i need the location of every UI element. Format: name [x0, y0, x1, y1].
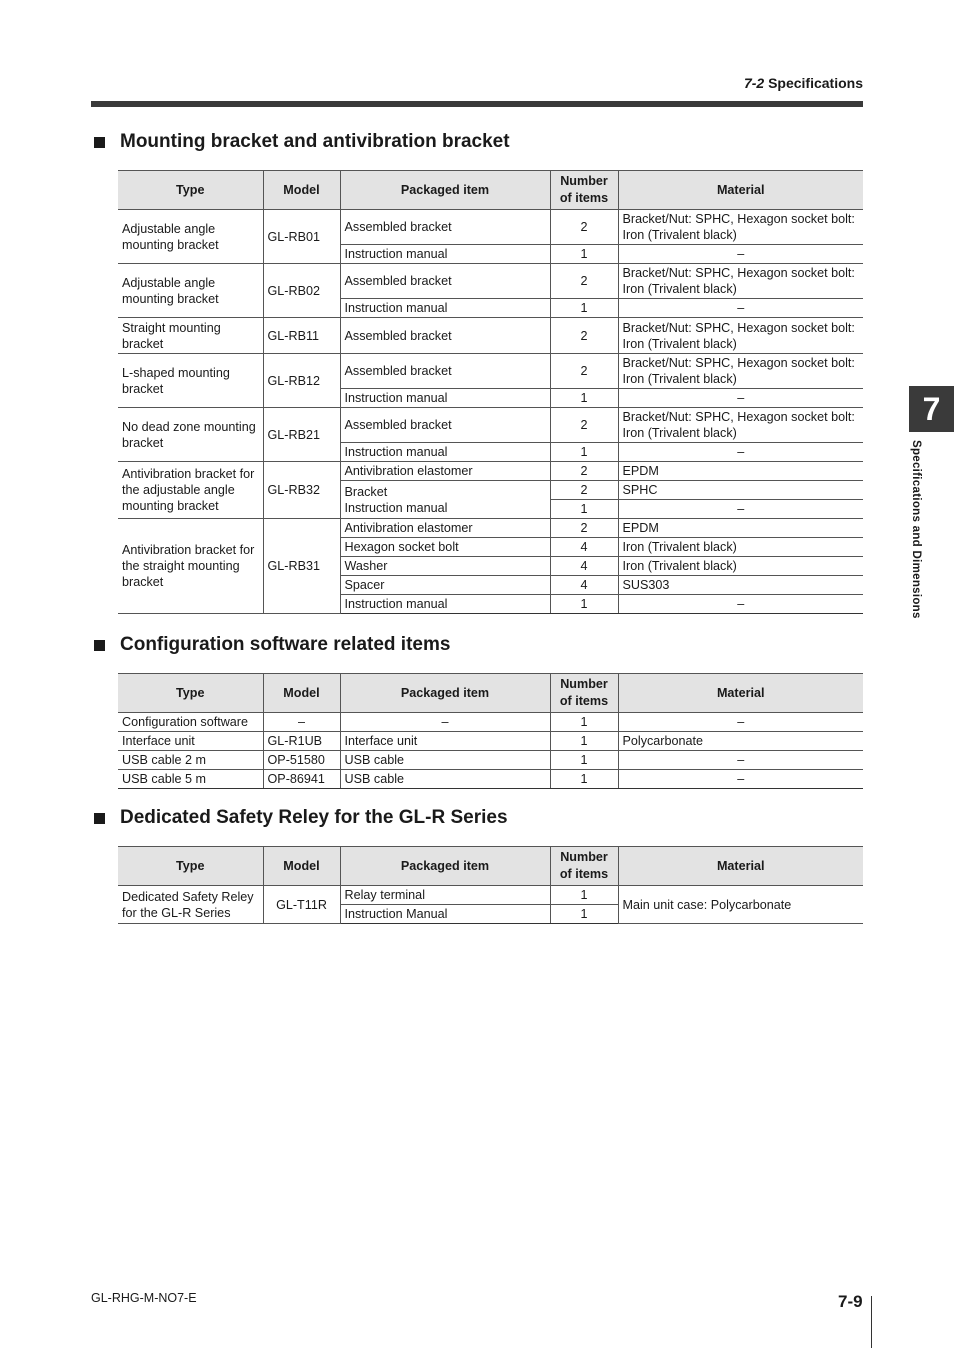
packaged-item-cell: Assembled bracket	[340, 408, 550, 443]
bullet-square-icon	[94, 640, 105, 651]
material-cell: –	[618, 245, 863, 264]
safety-relay-table	[118, 846, 863, 924]
number-cell: 2	[550, 318, 618, 354]
packaged-item-cell: Instruction manual	[340, 299, 550, 318]
model-cell: GL-T11R	[263, 886, 340, 924]
packaged-item-cell: Antivibration elastomer	[340, 519, 550, 538]
chapter-side-label: Specifications and Dimensions	[910, 440, 922, 619]
packaged-item-cell: Antivibration elastomer	[340, 462, 550, 481]
number-cell: 2	[550, 462, 618, 481]
table-row	[118, 713, 863, 732]
number-cell: 2	[550, 354, 618, 389]
material-cell: –	[618, 713, 863, 732]
type-cell: Adjustable angle mounting bracket	[118, 210, 263, 264]
section-title-mounting-bracket	[91, 131, 510, 153]
model-cell: GL-RB02	[263, 264, 340, 318]
packaged-item-cell: Assembled bracket	[340, 318, 550, 354]
material-cell: Polycarbonate	[618, 732, 863, 751]
model-cell: GL-RB01	[263, 210, 340, 264]
packaged-item-cell: Instruction manual	[340, 389, 550, 408]
configuration-software-table	[118, 673, 863, 789]
packaged-item-cell: Interface unit	[340, 732, 550, 751]
model-cell: GL-RB12	[263, 354, 340, 408]
material-cell: –	[618, 770, 863, 789]
material-cell: –	[618, 299, 863, 318]
material-cell: SUS303	[618, 576, 863, 595]
col-packaged-item: Packaged item	[340, 171, 550, 210]
type-cell: Antivibration bracket for the straight mounting bracket	[118, 519, 263, 614]
model-cell: GL-RB31	[263, 519, 340, 614]
model-cell: GL-RB21	[263, 408, 340, 462]
material-cell: Iron (Trivalent black)	[618, 557, 863, 576]
col-number-of-items: Number of items	[550, 674, 618, 713]
packaged-item-cell: Instruction manual	[340, 443, 550, 462]
number-cell: 4	[550, 557, 618, 576]
number-cell: 2	[550, 210, 618, 245]
type-cell: L-shaped mounting bracket	[118, 354, 263, 408]
material-cell: –	[618, 595, 863, 614]
type-cell: USB cable 2 m	[118, 751, 263, 770]
col-number-of-items: Number of items	[550, 847, 618, 886]
table-row	[118, 732, 863, 751]
number-cell: 2	[550, 264, 618, 299]
material-cell: Main unit case: Polycarbonate	[618, 886, 863, 924]
material-cell: –	[618, 500, 863, 519]
material-cell: SPHC	[618, 481, 863, 500]
number-cell: 1	[550, 443, 618, 462]
col-number-of-items: Number of items	[550, 171, 618, 210]
type-cell: Interface unit	[118, 732, 263, 751]
type-cell: Adjustable angle mounting bracket	[118, 264, 263, 318]
footer-rule	[871, 1296, 872, 1348]
type-cell: Straight mounting bracket	[118, 318, 263, 354]
number-cell: 1	[550, 770, 618, 789]
type-cell: No dead zone mounting bracket	[118, 408, 263, 462]
packaged-item-cell: Bracket Instruction manual	[340, 481, 550, 519]
packaged-item-cell: –	[340, 713, 550, 732]
section-title-safety-relay	[91, 807, 508, 829]
material-cell: Bracket/Nut: SPHC, Hexagon socket bolt: Iron (Trivalent black)	[618, 210, 863, 245]
running-header	[744, 75, 863, 91]
table-row	[118, 519, 863, 538]
document-code: GL-RHG-M-NO7-E	[91, 1291, 197, 1305]
packaged-item-cell: Assembled bracket	[340, 354, 550, 389]
number-cell: 1	[550, 245, 618, 264]
number-cell: 4	[550, 538, 618, 557]
header-section-title: Specifications	[764, 75, 863, 91]
table-row	[118, 210, 863, 245]
table-row	[118, 408, 863, 443]
col-material: Material	[618, 847, 863, 886]
material-cell: Iron (Trivalent black)	[618, 538, 863, 557]
packaged-item-cell: Assembled bracket	[340, 264, 550, 299]
table-header-row	[118, 674, 863, 713]
number-cell: 1	[550, 595, 618, 614]
section-title-text: Mounting bracket and antivibration bracket	[120, 131, 510, 152]
table-row	[118, 318, 863, 354]
model-cell: GL-R1UB	[263, 732, 340, 751]
material-cell: –	[618, 751, 863, 770]
table-row	[118, 886, 863, 905]
packaged-item-cell: Instruction Manual	[340, 905, 550, 924]
number-cell: 1	[550, 732, 618, 751]
packaged-item-cell: USB cable	[340, 770, 550, 789]
header-rule	[91, 101, 863, 107]
material-cell: Bracket/Nut: SPHC, Hexagon socket bolt: Iron (Trivalent black)	[618, 264, 863, 299]
packaged-item-cell: Assembled bracket	[340, 210, 550, 245]
chapter-number: 7	[922, 390, 941, 427]
packaged-item-cell: Instruction manual	[340, 595, 550, 614]
material-cell: EPDM	[618, 519, 863, 538]
packaged-item-cell: Relay terminal	[340, 886, 550, 905]
packaged-item-cell: Instruction manual	[340, 245, 550, 264]
material-cell: Bracket/Nut: SPHC, Hexagon socket bolt: Iron (Trivalent black)	[618, 318, 863, 354]
type-cell: Antivibration bracket for the adjustable angle mounting bracket	[118, 462, 263, 519]
col-type: Type	[118, 847, 263, 886]
type-cell: Dedicated Safety Reley for the GL-R Series	[118, 886, 263, 924]
material-cell: –	[618, 389, 863, 408]
col-model: Model	[263, 674, 340, 713]
material-cell: –	[618, 443, 863, 462]
page-number: 7-9	[838, 1292, 863, 1311]
number-cell: 1	[550, 389, 618, 408]
number-cell: 1	[550, 905, 618, 924]
material-cell: EPDM	[618, 462, 863, 481]
material-cell: Bracket/Nut: SPHC, Hexagon socket bolt: Iron (Trivalent black)	[618, 408, 863, 443]
table-row	[118, 354, 863, 389]
table-row	[118, 264, 863, 299]
col-packaged-item: Packaged item	[340, 674, 550, 713]
col-material: Material	[618, 171, 863, 210]
number-cell: 4	[550, 576, 618, 595]
table-row	[118, 462, 863, 481]
number-cell: 1	[550, 299, 618, 318]
type-cell: USB cable 5 m	[118, 770, 263, 789]
packaged-item-cell: Hexagon socket bolt	[340, 538, 550, 557]
section-title-text: Dedicated Safety Reley for the GL-R Series	[120, 807, 508, 828]
col-model: Model	[263, 171, 340, 210]
model-cell: OP-51580	[263, 751, 340, 770]
section-title-configuration-software	[91, 634, 450, 656]
mounting-bracket-table	[118, 170, 863, 614]
number-cell: 2	[550, 519, 618, 538]
number-cell: 2	[550, 408, 618, 443]
material-cell: Bracket/Nut: SPHC, Hexagon socket bolt: Iron (Trivalent black)	[618, 354, 863, 389]
col-packaged-item: Packaged item	[340, 847, 550, 886]
section-title-text: Configuration software related items	[120, 634, 451, 655]
table-row	[118, 751, 863, 770]
bullet-square-icon	[94, 813, 105, 824]
number-cell: 1	[550, 751, 618, 770]
header-section-number: 7-2	[743, 75, 765, 91]
table-header-row	[118, 171, 863, 210]
number-cell: 1	[550, 713, 618, 732]
type-cell: Configuration software	[118, 713, 263, 732]
table-header-row	[118, 847, 863, 886]
model-cell: –	[263, 713, 340, 732]
packaged-item-cell: Washer	[340, 557, 550, 576]
col-type: Type	[118, 674, 263, 713]
col-type: Type	[118, 171, 263, 210]
number-cell: 1	[550, 886, 618, 905]
col-material: Material	[618, 674, 863, 713]
number-cell: 1	[550, 500, 618, 519]
model-cell: GL-RB11	[263, 318, 340, 354]
col-model: Model	[263, 847, 340, 886]
number-cell: 2	[550, 481, 618, 500]
packaged-item-cell: USB cable	[340, 751, 550, 770]
table-row	[118, 770, 863, 789]
model-cell: GL-RB32	[263, 462, 340, 519]
chapter-tab	[909, 386, 954, 432]
model-cell: OP-86941	[263, 770, 340, 789]
packaged-item-cell: Spacer	[340, 576, 550, 595]
bullet-square-icon	[94, 137, 105, 148]
